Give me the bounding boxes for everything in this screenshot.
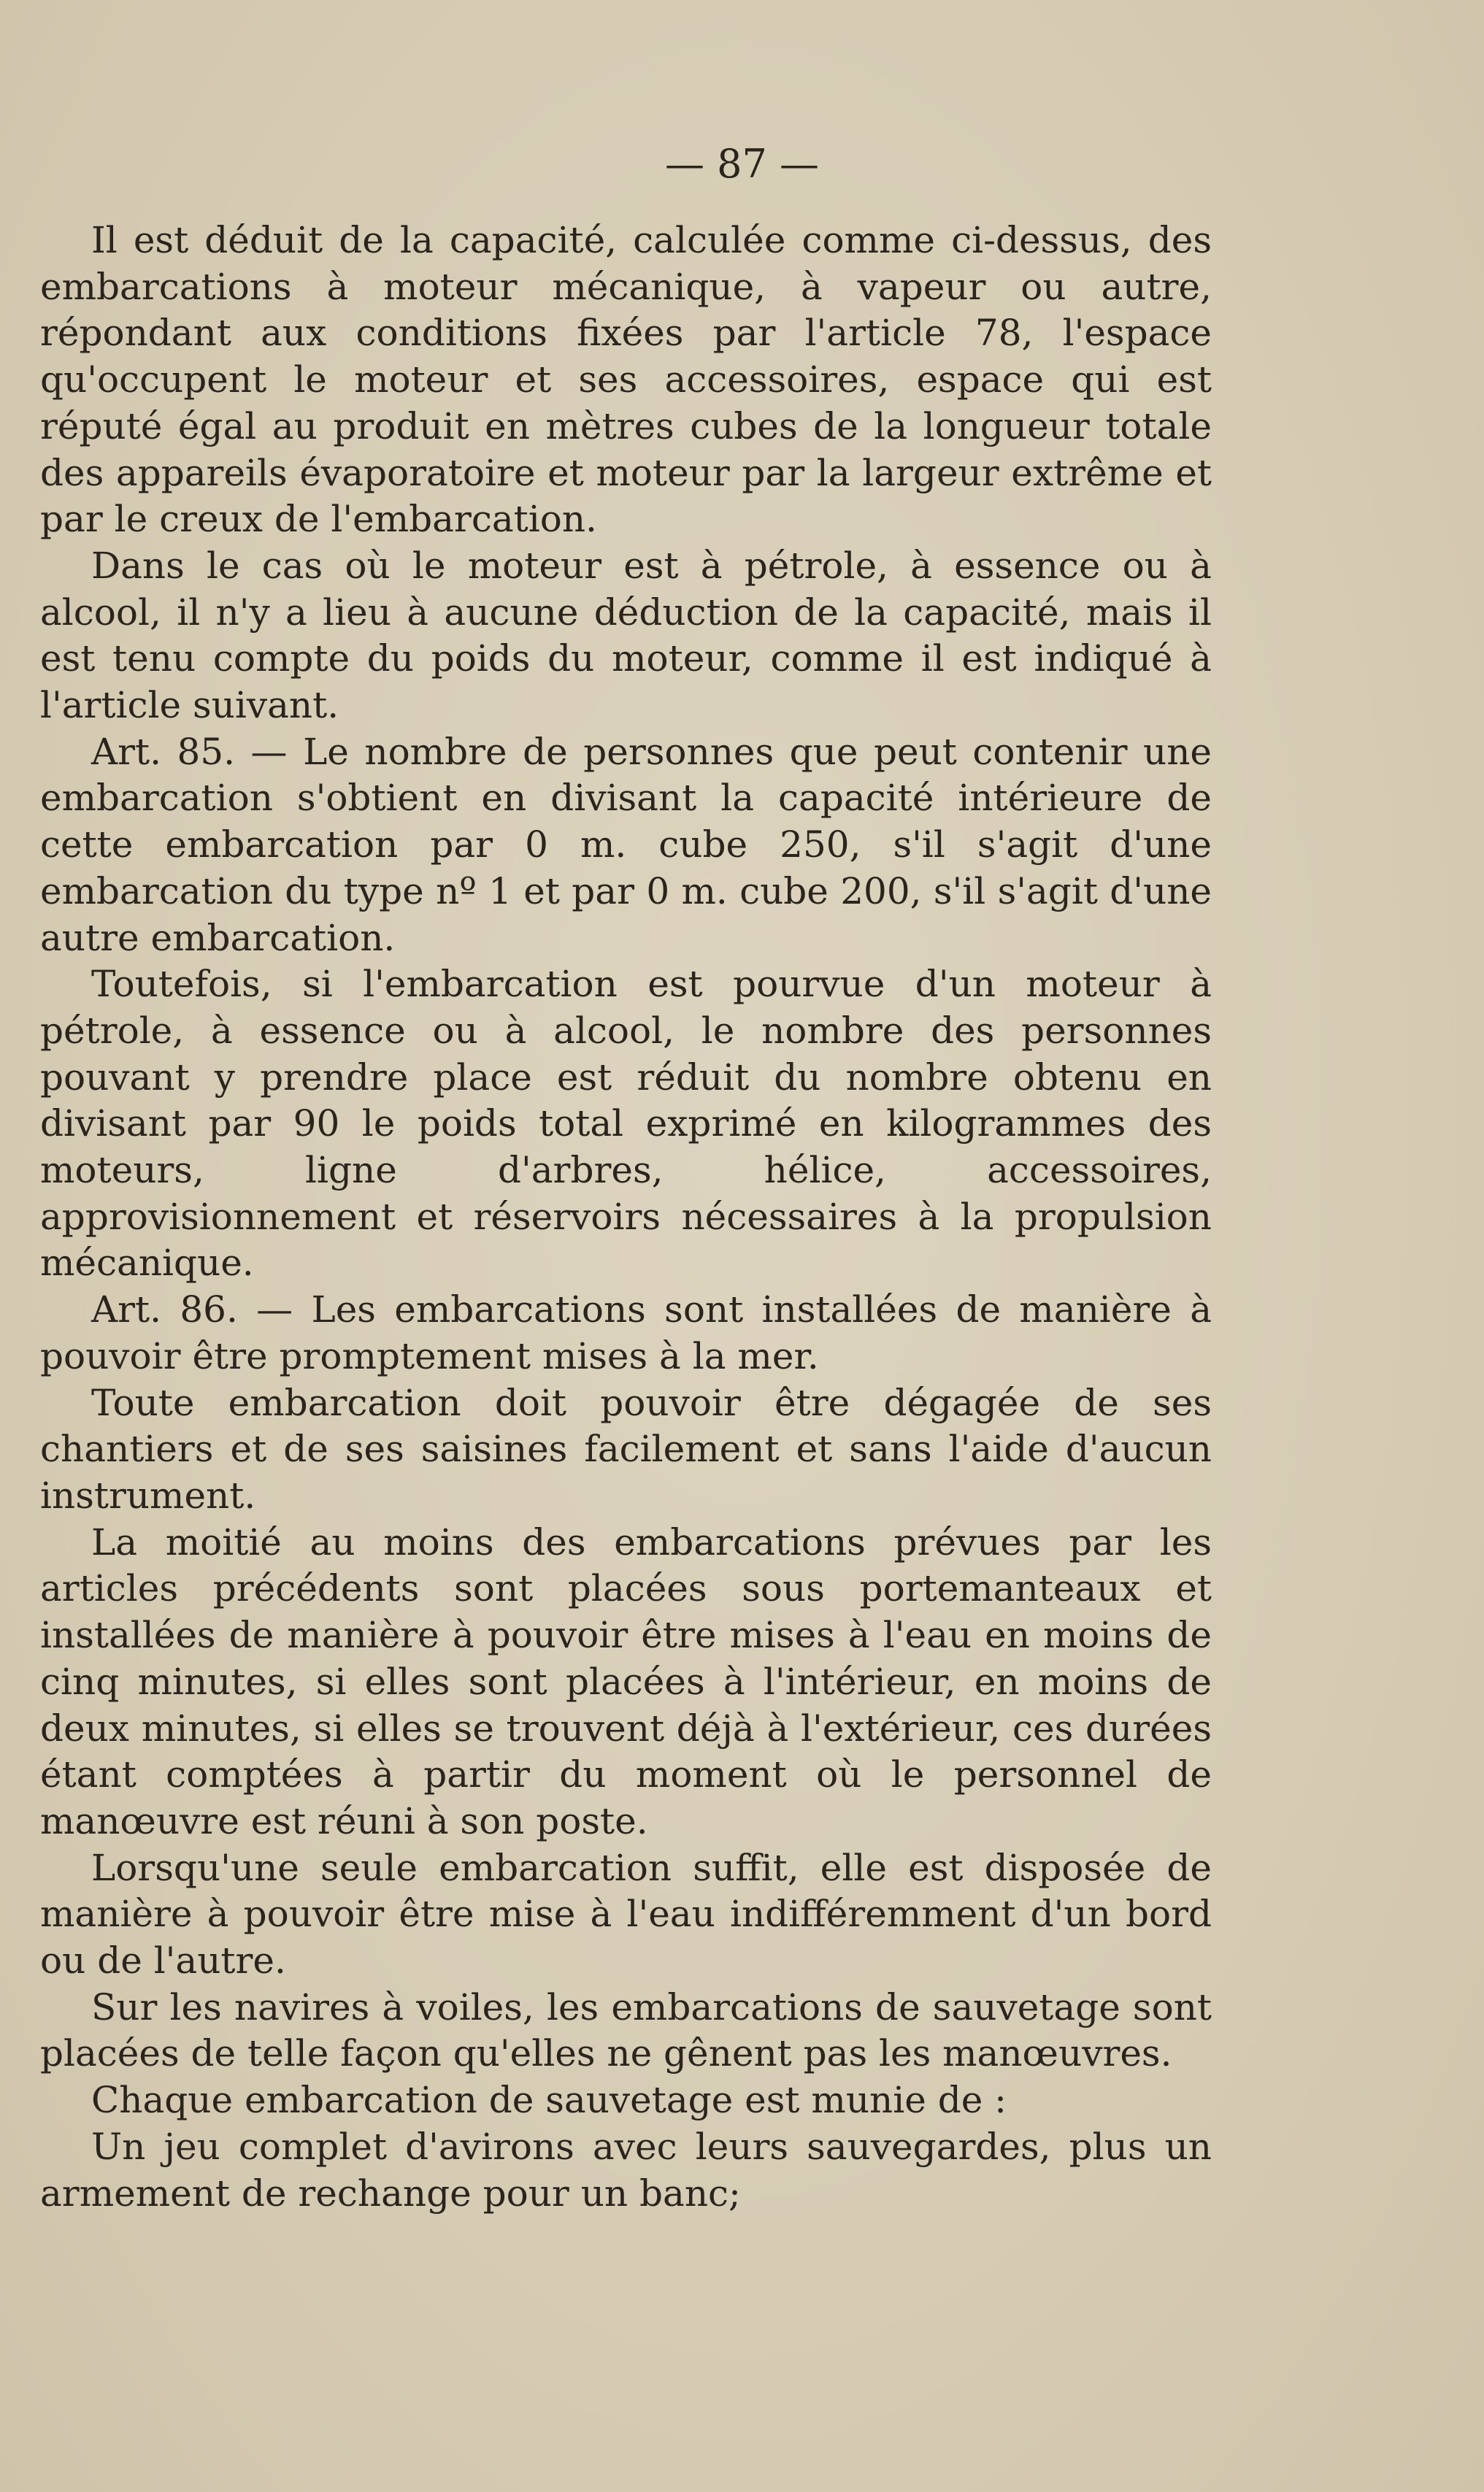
paragraph: Un jeu complet d'avirons avec leurs sauvegardes, plus un armement de rechange pour un banc; xyxy=(40,2125,1212,2215)
paragraph: Chaque embarcation de sauvetage est munie de : xyxy=(91,2079,1007,2122)
paragraph: Sur les navires à voiles, les embarcations de sauvetage sont placées de telle façon qu'elles ne gênent pas les manœuvres. xyxy=(40,1985,1212,2075)
body-text xyxy=(40,218,1212,2217)
paragraph: Lorsqu'une seule embarcation suffit, elle est disposée de manière à pouvoir être mise à l'eau indifféremment d'un bord ou de l'autre. xyxy=(40,1846,1212,1983)
paragraph: Art. 86. — Les embarcations sont installées de manière à pouvoir être promptement mises à la mer. xyxy=(40,1288,1212,1377)
paragraph: Il est déduit de la capacité, calculée comme ci-dessus, des embarcations à moteur mécanique, à vapeur ou autre, répondant aux conditions fixées par l'article 78, l'espace qu'occupent le moteur et ses accessoires, espace qui est réputé égal au produit en mètres cubes de la longueur totale des appareils évaporatoire et moteur par la largeur extrême et par le creux de l'embarcation. xyxy=(40,219,1212,541)
paragraph: La moitié au moins des embarcations prévues par les articles précédents sont placées sous portemanteaux et installées de manière à pouvoir être mises à l'eau en moins de cinq minutes, si elles sont placées à l'intérieur, en moins de deux minutes, si elles se trouvent déjà à l'extérieur, ces durées étant comptées à partir du moment où le personnel de manœuvre est réuni à son poste. xyxy=(40,1520,1212,1842)
paragraph: Toute embarcation doit pouvoir être dégagée de ses chantiers et de ses saisines facilement et sans l'aide d'aucun instrument. xyxy=(40,1381,1212,1517)
page-number: — 87 — xyxy=(664,141,820,187)
paragraph: Art. 85. — Le nombre de personnes que peut contenir une embarcation s'obtient en divisant la capacité intérieure de cette embarcation par 0 m. cube 250, s'il s'agit d'une embarcation du type nº 1 et par 0 m. cube 200, s'il s'agit d'une autre embarcation. xyxy=(40,730,1212,959)
paragraph: Dans le cas où le moteur est à pétrole, à essence ou à alcool, il n'y a lieu à aucune déduction de la capacité, mais il est tenu compte du poids du moteur, comme il est indiqué à l'article suivant. xyxy=(40,544,1212,727)
paragraph: Toutefois, si l'embarcation est pourvue d'un moteur à pétrole, à essence ou à alcool, le nombre des personnes pouvant y prendre place est réduit du nombre obtenu en divisant par 90 le poids total exprimé en kilogrammes des moteurs, ligne d'arbres, hélice, accessoires, approvisionnement et réservoirs nécessaires à la propulsion mécanique. xyxy=(40,963,1212,1285)
